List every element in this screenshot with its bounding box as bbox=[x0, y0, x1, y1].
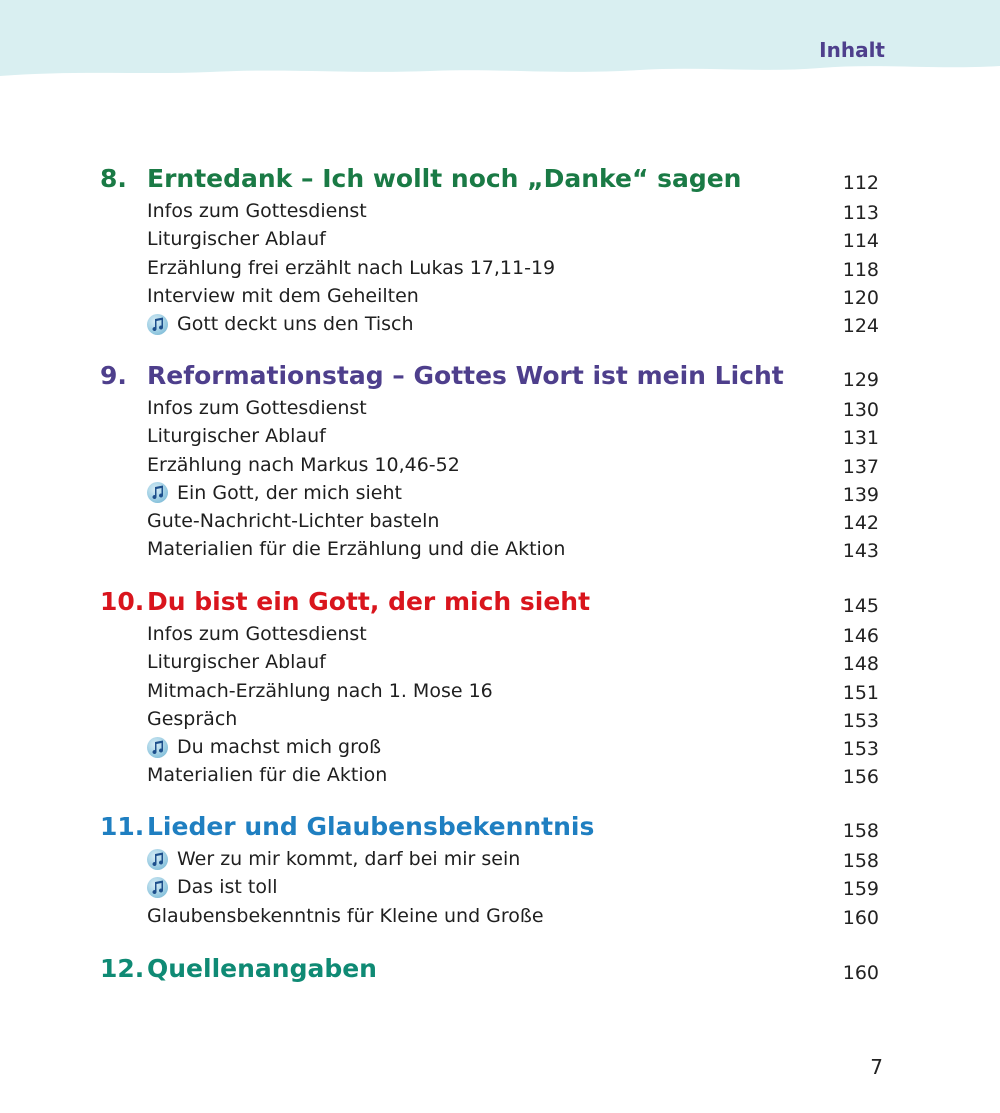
toc-section-11 bbox=[0, 809, 1000, 930]
toc-entry[interactable] bbox=[0, 535, 1000, 563]
toc-entry-song[interactable] bbox=[0, 733, 1000, 761]
toc-section-10 bbox=[0, 584, 1000, 790]
entry-page: 137 bbox=[842, 455, 879, 478]
entry-page: 142 bbox=[842, 512, 879, 535]
entry-label: Erzählung frei erzählt nach Lukas 17,11-19 bbox=[147, 256, 556, 279]
entry-page: 143 bbox=[842, 540, 879, 563]
toc-entry[interactable] bbox=[0, 197, 1000, 225]
section-number: 9. bbox=[100, 361, 127, 390]
section-number: 12. bbox=[100, 954, 145, 983]
toc-entry-song[interactable] bbox=[0, 873, 1000, 901]
section-title: Quellenangaben bbox=[147, 954, 377, 983]
entry-page: 156 bbox=[842, 766, 879, 789]
section-number: 10. bbox=[100, 587, 145, 616]
toc-entry-song[interactable] bbox=[0, 479, 1000, 507]
entry-label: Glaubensbekenntnis für Kleine und Große bbox=[147, 904, 544, 927]
entry-page: 153 bbox=[842, 709, 879, 732]
section-number: 11. bbox=[100, 812, 145, 841]
toc-entry[interactable] bbox=[0, 761, 1000, 789]
section-heading[interactable] bbox=[0, 584, 1000, 620]
section-number: 8. bbox=[100, 164, 127, 193]
toc-entry[interactable] bbox=[0, 394, 1000, 422]
music-note-icon bbox=[147, 877, 168, 898]
section-heading[interactable] bbox=[0, 809, 1000, 845]
entry-page: 113 bbox=[842, 202, 879, 224]
toc-entry-song[interactable] bbox=[0, 310, 1000, 338]
entry-label: Liturgischer Ablauf bbox=[147, 228, 326, 251]
section-page: 160 bbox=[842, 962, 879, 984]
entry-page: 124 bbox=[842, 315, 879, 338]
section-heading[interactable] bbox=[0, 358, 1000, 394]
section-page: 158 bbox=[842, 820, 879, 842]
section-heading[interactable] bbox=[0, 161, 1000, 197]
toc-entry[interactable] bbox=[0, 225, 1000, 253]
page-header-title: Inhalt bbox=[819, 38, 885, 62]
entry-label: Gute-Nachricht-Lichter basteln bbox=[147, 510, 440, 533]
toc-entry[interactable] bbox=[0, 254, 1000, 282]
toc-entry[interactable] bbox=[0, 620, 1000, 648]
entry-page: 118 bbox=[842, 258, 879, 281]
entry-label: Das ist toll bbox=[177, 876, 278, 899]
page-number: 7 bbox=[870, 1055, 883, 1079]
section-heading[interactable] bbox=[0, 951, 1000, 987]
toc-section-8 bbox=[0, 161, 1000, 338]
toc-entry[interactable] bbox=[0, 507, 1000, 535]
entry-label: Wer zu mir kommt, darf bei mir sein bbox=[177, 848, 521, 870]
section-page: 145 bbox=[842, 595, 879, 617]
entry-label: Gespräch bbox=[147, 707, 238, 730]
entry-label: Ein Gott, der mich sieht bbox=[177, 481, 402, 504]
entry-page: 148 bbox=[842, 653, 879, 676]
entry-label: Du machst mich groß bbox=[177, 736, 382, 759]
section-title: Lieder und Glaubensbekenntnis bbox=[147, 812, 595, 841]
entry-label: Liturgischer Ablauf bbox=[147, 651, 326, 674]
entry-label: Infos zum Gottesdienst bbox=[147, 200, 367, 222]
entry-page: 114 bbox=[842, 230, 879, 253]
entry-label: Interview mit dem Geheilten bbox=[147, 284, 419, 307]
entry-label: Gott deckt uns den Tisch bbox=[177, 313, 414, 336]
entry-page: 131 bbox=[842, 427, 879, 450]
music-note-icon bbox=[147, 737, 168, 758]
toc-entry[interactable] bbox=[0, 648, 1000, 676]
music-note-icon bbox=[147, 849, 168, 870]
entry-label: Materialien für die Erzählung und die Aktion bbox=[147, 538, 566, 561]
toc-section-12 bbox=[0, 951, 1000, 987]
toc-section-9 bbox=[0, 358, 1000, 564]
section-page: 129 bbox=[842, 369, 879, 391]
music-note-icon bbox=[147, 314, 168, 335]
toc-entry[interactable] bbox=[0, 282, 1000, 310]
music-note-icon bbox=[147, 482, 168, 503]
entry-page: 139 bbox=[842, 483, 879, 506]
toc-entry-song[interactable] bbox=[0, 845, 1000, 873]
toc-entry[interactable] bbox=[0, 451, 1000, 479]
toc-entry[interactable] bbox=[0, 422, 1000, 450]
entry-label: Liturgischer Ablauf bbox=[147, 425, 326, 448]
entry-page: 158 bbox=[842, 850, 879, 872]
entry-page: 160 bbox=[842, 906, 879, 929]
section-page: 112 bbox=[842, 172, 879, 194]
toc-entry[interactable] bbox=[0, 902, 1000, 930]
entry-page: 130 bbox=[842, 399, 879, 421]
toc-entry[interactable] bbox=[0, 677, 1000, 705]
entry-page: 120 bbox=[842, 286, 879, 309]
entry-page: 146 bbox=[842, 625, 879, 647]
entry-label: Infos zum Gottesdienst bbox=[147, 397, 367, 419]
entry-page: 159 bbox=[842, 878, 879, 901]
entry-label: Erzählung nach Markus 10,46-52 bbox=[147, 453, 460, 476]
entry-label: Mitmach-Erzählung nach 1. Mose 16 bbox=[147, 679, 493, 702]
section-title: Reformationstag – Gottes Wort ist mein Licht bbox=[147, 361, 784, 390]
entry-label: Materialien für die Aktion bbox=[147, 764, 388, 787]
toc-entry[interactable] bbox=[0, 705, 1000, 733]
entry-page: 153 bbox=[842, 738, 879, 761]
section-title: Du bist ein Gott, der mich sieht bbox=[147, 587, 591, 616]
entry-label: Infos zum Gottesdienst bbox=[147, 623, 367, 645]
entry-page: 151 bbox=[842, 681, 879, 704]
section-title: Erntedank – Ich wollt noch „Danke“ sagen bbox=[147, 164, 742, 193]
